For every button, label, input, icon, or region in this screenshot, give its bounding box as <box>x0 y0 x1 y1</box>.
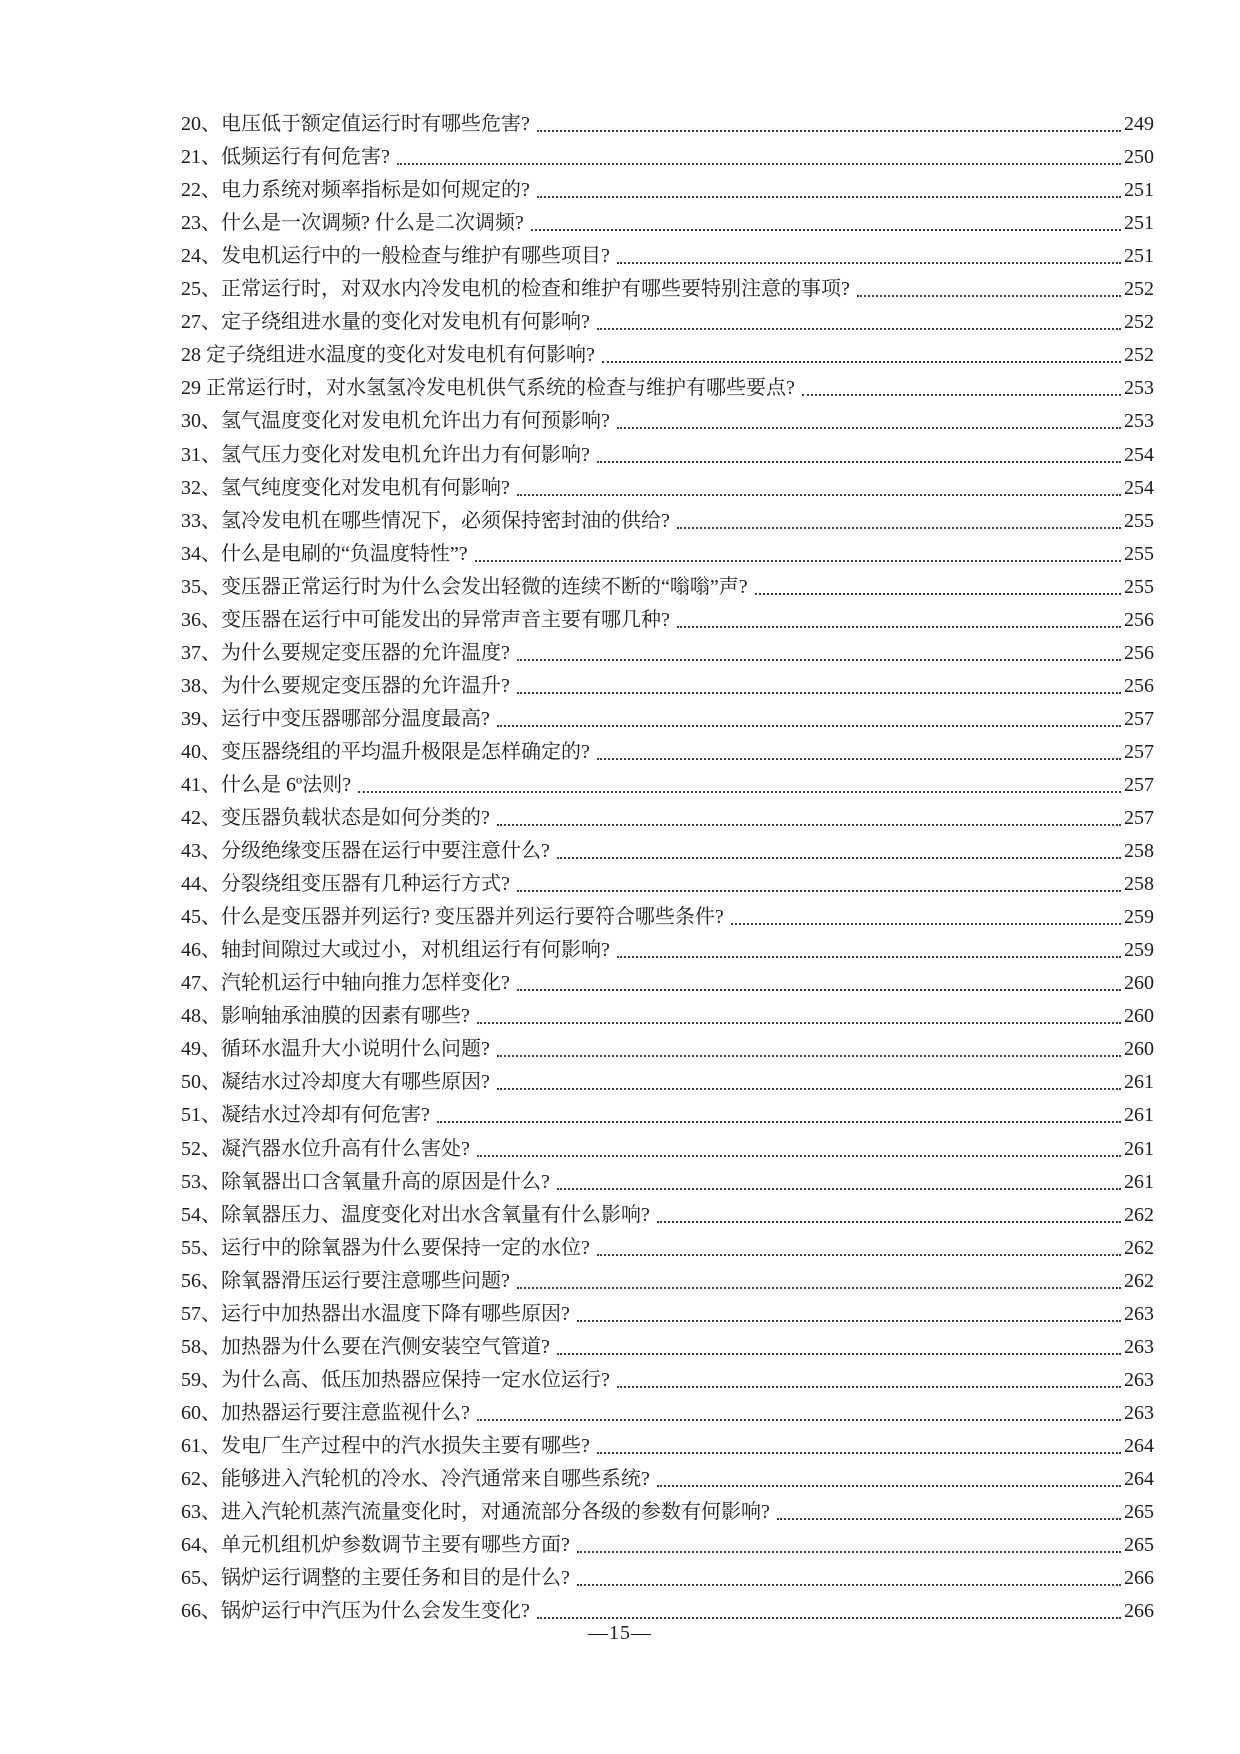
dot-leader <box>557 1353 1121 1355</box>
dot-leader <box>358 791 1121 793</box>
toc-entry <box>181 335 1154 368</box>
toc-entry <box>181 765 1154 798</box>
toc-entry <box>181 732 1154 765</box>
toc-entry-page: 251 <box>1124 212 1154 235</box>
page-footer <box>0 1622 1240 1645</box>
toc-entry <box>181 1261 1154 1294</box>
toc-entry-page: 265 <box>1124 1501 1154 1524</box>
toc-entry-page: 257 <box>1124 707 1154 730</box>
toc-entry-title: 运行中变压器哪部分温度最高? <box>221 707 490 730</box>
toc-entry-number: 62、 <box>181 1467 221 1490</box>
toc-entry-page: 261 <box>1124 1170 1154 1193</box>
toc-entry-number: 37、 <box>181 641 221 664</box>
toc-entry-number: 54、 <box>181 1203 221 1226</box>
toc-entry-title: 变压器绕组的平均温升极限是怎样确定的? <box>221 740 590 763</box>
toc-entry <box>181 1128 1154 1161</box>
dot-leader <box>597 1452 1121 1454</box>
toc-entry <box>181 236 1154 269</box>
toc-entry-title: 低频运行有何危害? <box>221 146 390 169</box>
toc-entry-page: 264 <box>1124 1467 1154 1490</box>
toc-entry-page: 263 <box>1124 1368 1154 1391</box>
dot-leader <box>517 989 1121 991</box>
dot-leader <box>517 659 1121 661</box>
toc-entry <box>181 302 1154 335</box>
toc-entry-page: 249 <box>1124 113 1154 136</box>
toc-entry-page: 260 <box>1124 1005 1154 1028</box>
toc-entry-page: 266 <box>1124 1600 1154 1623</box>
toc-entry <box>181 1426 1154 1459</box>
dot-leader <box>517 1287 1121 1289</box>
toc-entry-number: 33、 <box>181 509 221 532</box>
toc-entry-number: 59、 <box>181 1368 221 1391</box>
toc-entry <box>181 996 1154 1029</box>
toc-entry <box>181 1459 1154 1492</box>
toc-entry-number: 41、 <box>181 773 221 796</box>
dot-leader <box>477 1155 1121 1157</box>
dot-leader <box>777 1518 1121 1520</box>
dot-leader <box>437 1121 1121 1123</box>
toc-entry <box>181 1492 1154 1525</box>
dot-leader <box>577 1320 1121 1322</box>
toc-entry <box>181 1162 1154 1195</box>
toc-entry-title: 氢气温度变化对发电机允许出力有何预影响? <box>221 410 610 433</box>
toc-entry-page: 253 <box>1124 410 1154 433</box>
dot-leader <box>497 1055 1121 1057</box>
toc-entry-page: 257 <box>1124 807 1154 830</box>
toc-entry-title: 加热器运行要注意监视什么? <box>221 1401 470 1424</box>
toc-entry-number: 39、 <box>181 707 221 730</box>
toc-entry <box>181 1393 1154 1426</box>
toc-entry-number: 34、 <box>181 542 221 565</box>
toc-entry-title: 氢气纯度变化对发电机有何影响? <box>221 476 510 499</box>
toc-entry <box>181 1525 1154 1558</box>
dot-leader <box>397 163 1121 165</box>
toc-entry-page: 261 <box>1124 1104 1154 1127</box>
dot-leader <box>597 1254 1121 1256</box>
toc-list <box>181 104 1154 1624</box>
toc-entry-title: 为什么要规定变压器的允许温度? <box>221 641 510 664</box>
dot-leader <box>597 758 1121 760</box>
toc-entry-page: 257 <box>1124 773 1154 796</box>
toc-entry-page: 253 <box>1124 377 1154 400</box>
toc-entry-number: 29 <box>181 377 206 400</box>
toc-entry-page: 255 <box>1124 509 1154 532</box>
toc-entry <box>181 897 1154 930</box>
toc-entry <box>181 468 1154 501</box>
toc-entry-title: 为什么要规定变压器的允许温升? <box>221 674 510 697</box>
toc-entry <box>181 170 1154 203</box>
dot-leader <box>537 1617 1121 1619</box>
toc-entry-number: 31、 <box>181 443 221 466</box>
toc-entry-number: 57、 <box>181 1302 221 1325</box>
toc-entry <box>181 567 1154 600</box>
toc-entry <box>181 1327 1154 1360</box>
toc-entry-number: 55、 <box>181 1236 221 1259</box>
toc-entry-number: 20、 <box>181 113 221 136</box>
toc-entry-page: 258 <box>1124 840 1154 863</box>
toc-entry-page: 254 <box>1124 476 1154 499</box>
toc-entry-page: 259 <box>1124 939 1154 962</box>
dot-leader <box>597 328 1121 330</box>
dot-leader <box>577 1584 1121 1586</box>
toc-entry-title: 凝汽器水位升高有什么害处? <box>221 1137 470 1160</box>
dot-leader <box>477 1419 1121 1421</box>
toc-entry <box>181 104 1154 137</box>
toc-entry <box>181 666 1154 699</box>
toc-entry <box>181 1195 1154 1228</box>
toc-entry-number: 28 <box>181 344 206 367</box>
toc-entry-number: 27、 <box>181 311 221 334</box>
toc-entry-page: 256 <box>1124 674 1154 697</box>
dot-leader <box>557 857 1121 859</box>
toc-entry-title: 电压低于额定值运行时有哪些危害? <box>221 113 530 136</box>
toc-entry-number: 61、 <box>181 1434 221 1457</box>
toc-entry-title: 轴封间隙过大或过小，对机组运行有何影响? <box>221 939 610 962</box>
dot-leader <box>557 1188 1121 1190</box>
toc-entry-number: 21、 <box>181 146 221 169</box>
toc-entry <box>181 1591 1154 1624</box>
toc-entry-title: 发电厂生产过程中的汽水损失主要有哪些? <box>221 1434 590 1457</box>
toc-entry-number: 24、 <box>181 245 221 268</box>
dot-leader <box>517 890 1121 892</box>
toc-entry <box>181 1095 1154 1128</box>
toc-entry-title: 什么是 6º法则? <box>221 773 352 796</box>
toc-entry-number: 43、 <box>181 840 221 863</box>
toc-entry-page: 257 <box>1124 740 1154 763</box>
toc-entry-title: 电力系统对频率指标是如何规定的? <box>221 179 530 202</box>
dot-leader <box>755 593 1121 595</box>
toc-entry-number: 66、 <box>181 1600 221 1623</box>
toc-entry-page: 251 <box>1124 179 1154 202</box>
toc-entry-title: 氢冷发电机在哪些情况下，必须保持密封油的供给? <box>221 509 670 532</box>
toc-entry-number: 36、 <box>181 608 221 631</box>
toc-entry <box>181 831 1154 864</box>
toc-entry-page: 262 <box>1124 1269 1154 1292</box>
toc-entry <box>181 368 1154 401</box>
dot-leader <box>497 725 1121 727</box>
dot-leader <box>802 394 1121 396</box>
toc-entry <box>181 269 1154 302</box>
dot-leader <box>731 923 1121 925</box>
toc-entry-title: 什么是一次调频? 什么是二次调频? <box>221 212 524 235</box>
toc-entry-title: 锅炉运行中汽压为什么会发生变化? <box>221 1600 530 1623</box>
toc-entry-title: 氢气压力变化对发电机允许出力有何影响? <box>221 443 590 466</box>
toc-entry-title: 凝结水过冷却有何危害? <box>221 1104 430 1127</box>
toc-entry <box>181 930 1154 963</box>
toc-entry-title: 除氧器压力、温度变化对出水含氧量有什么影响? <box>221 1203 650 1226</box>
toc-entry-page: 256 <box>1124 641 1154 664</box>
toc-entry-number: 23、 <box>181 212 221 235</box>
toc-entry <box>181 963 1154 996</box>
toc-entry-number: 22、 <box>181 179 221 202</box>
toc-entry-title: 运行中的除氧器为什么要保持一定的水位? <box>221 1236 590 1259</box>
dot-leader <box>617 262 1121 264</box>
toc-entry-title: 变压器在运行中可能发出的异常声音主要有哪几种? <box>221 608 670 631</box>
toc-entry-title: 除氧器滑压运行要注意哪些问题? <box>221 1269 510 1292</box>
toc-entry-page: 261 <box>1124 1137 1154 1160</box>
toc-entry-title: 汽轮机运行中轴向推力怎样变化? <box>221 972 510 995</box>
dot-leader <box>531 229 1121 231</box>
toc-entry <box>181 864 1154 897</box>
toc-entry-title: 什么是电刷的“负温度特性”? <box>221 542 468 565</box>
toc-entry-number: 30、 <box>181 410 221 433</box>
toc-entry-page: 263 <box>1124 1302 1154 1325</box>
toc-entry <box>181 501 1154 534</box>
toc-entry-number: 40、 <box>181 740 221 763</box>
toc-entry-number: 65、 <box>181 1567 221 1590</box>
toc-entry-number: 58、 <box>181 1335 221 1358</box>
dot-leader <box>657 1221 1121 1223</box>
toc-entry-title: 循环水温升大小说明什么问题? <box>221 1038 490 1061</box>
dot-leader <box>517 692 1121 694</box>
toc-entry-page: 255 <box>1124 542 1154 565</box>
toc-entry-number: 53、 <box>181 1170 221 1193</box>
toc-entry-title: 定子绕组进水量的变化对发电机有何影响? <box>221 311 590 334</box>
toc-entry-title: 影响轴承油膜的因素有哪些? <box>221 1005 470 1028</box>
toc-entry-number: 35、 <box>181 575 221 598</box>
toc-entry-number: 47、 <box>181 972 221 995</box>
toc-entry-page: 265 <box>1124 1534 1154 1557</box>
dot-leader <box>597 461 1121 463</box>
toc-entry-page: 250 <box>1124 146 1154 169</box>
dot-leader <box>517 494 1121 496</box>
toc-entry-page: 262 <box>1124 1203 1154 1226</box>
toc-entry-title: 锅炉运行调整的主要任务和目的是什么? <box>221 1567 570 1590</box>
toc-entry-number: 52、 <box>181 1137 221 1160</box>
toc-entry-number: 42、 <box>181 807 221 830</box>
toc-entry-number: 50、 <box>181 1071 221 1094</box>
toc-entry <box>181 633 1154 666</box>
toc-entry <box>181 1228 1154 1261</box>
toc-entry-title: 单元机组机炉参数调节主要有哪些方面? <box>221 1534 570 1557</box>
toc-entry <box>181 600 1154 633</box>
toc-entry-number: 45、 <box>181 906 221 929</box>
toc-entry-page: 252 <box>1124 311 1154 334</box>
dot-leader <box>537 130 1121 132</box>
dot-leader <box>677 626 1121 628</box>
dot-leader <box>677 527 1121 529</box>
toc-entry-title: 正常运行时，对双水内冷发电机的检查和维护有哪些要特别注意的事项? <box>221 278 850 301</box>
dot-leader <box>537 196 1121 198</box>
toc-entry-title: 发电机运行中的一般检查与维护有哪些项目? <box>221 245 610 268</box>
dot-leader <box>602 361 1121 363</box>
toc-entry <box>181 137 1154 170</box>
toc-entry-title: 运行中加热器出水温度下降有哪些原因? <box>221 1302 570 1325</box>
toc-entry-title: 除氧器出口含氧量升高的原因是什么? <box>221 1170 550 1193</box>
toc-entry-number: 63、 <box>181 1501 221 1524</box>
toc-entry-page: 251 <box>1124 245 1154 268</box>
toc-entry-title: 分级绝缘变压器在运行中要注意什么? <box>221 840 550 863</box>
toc-entry-page: 262 <box>1124 1236 1154 1259</box>
toc-entry-page: 255 <box>1124 575 1154 598</box>
toc-entry-page: 263 <box>1124 1335 1154 1358</box>
toc-entry-number: 60、 <box>181 1401 221 1424</box>
toc-entry <box>181 1029 1154 1062</box>
toc-entry-number: 56、 <box>181 1269 221 1292</box>
toc-entry <box>181 401 1154 434</box>
toc-entry-number: 64、 <box>181 1534 221 1557</box>
toc-entry-title: 进入汽轮机蒸汽流量变化时，对通流部分各级的参数有何影响? <box>221 1501 770 1524</box>
folio-page-number: —15— <box>588 1622 652 1644</box>
toc-entry <box>181 203 1154 236</box>
toc-entry-title: 正常运行时，对水氢氢冷发电机供气系统的检查与维护有哪些要点? <box>206 377 795 400</box>
toc-entry-number: 46、 <box>181 939 221 962</box>
toc-entry <box>181 434 1154 467</box>
dot-leader <box>577 1551 1121 1553</box>
toc-entry-page: 256 <box>1124 608 1154 631</box>
toc-entry-number: 32、 <box>181 476 221 499</box>
toc-entry-page: 260 <box>1124 1038 1154 1061</box>
toc-entry-page: 266 <box>1124 1567 1154 1590</box>
toc-entry-number: 44、 <box>181 873 221 896</box>
toc-entry-title: 加热器为什么要在汽侧安装空气管道? <box>221 1335 550 1358</box>
dot-leader <box>617 956 1121 958</box>
toc-entry-number: 38、 <box>181 674 221 697</box>
toc-entry <box>181 1558 1154 1591</box>
toc-entry-title: 能够进入汽轮机的冷水、冷汽通常来自哪些系统? <box>221 1467 650 1490</box>
dot-leader <box>475 560 1121 562</box>
dot-leader <box>477 1022 1121 1024</box>
toc-entry <box>181 699 1154 732</box>
toc-entry-page: 254 <box>1124 443 1154 466</box>
dot-leader <box>617 427 1121 429</box>
toc-entry-page: 259 <box>1124 906 1154 929</box>
toc-entry-title: 变压器负载状态是如何分类的? <box>221 807 490 830</box>
toc-entry-title: 变压器正常运行时为什么会发出轻微的连续不断的“嗡嗡”声? <box>221 575 748 598</box>
toc-entry-number: 51、 <box>181 1104 221 1127</box>
toc-entry <box>181 1360 1154 1393</box>
toc-entry-page: 260 <box>1124 972 1154 995</box>
toc-entry-page: 252 <box>1124 278 1154 301</box>
toc-entry-number: 49、 <box>181 1038 221 1061</box>
toc-entry <box>181 534 1154 567</box>
toc-entry-title: 定子绕组进水温度的变化对发电机有何影响? <box>206 344 595 367</box>
dot-leader <box>497 1088 1121 1090</box>
dot-leader <box>617 1386 1121 1388</box>
toc-entry-number: 25、 <box>181 278 221 301</box>
toc-entry-page: 252 <box>1124 344 1154 367</box>
toc-entry-page: 258 <box>1124 873 1154 896</box>
toc-entry <box>181 798 1154 831</box>
toc-entry <box>181 1062 1154 1095</box>
dot-leader <box>857 295 1121 297</box>
toc-entry-title: 什么是变压器并列运行? 变压器并列运行要符合哪些条件? <box>221 906 724 929</box>
toc-entry-title: 分裂绕组变压器有几种运行方式? <box>221 873 510 896</box>
toc-entry <box>181 1294 1154 1327</box>
toc-entry-page: 264 <box>1124 1434 1154 1457</box>
toc-entry-title: 凝结水过冷却度大有哪些原因? <box>221 1071 490 1094</box>
dot-leader <box>657 1485 1121 1487</box>
toc-entry-number: 48、 <box>181 1005 221 1028</box>
toc-entry-title: 为什么高、低压加热器应保持一定水位运行? <box>221 1368 610 1391</box>
toc-entry-page: 261 <box>1124 1071 1154 1094</box>
dot-leader <box>497 824 1121 826</box>
toc-entry-page: 263 <box>1124 1401 1154 1424</box>
